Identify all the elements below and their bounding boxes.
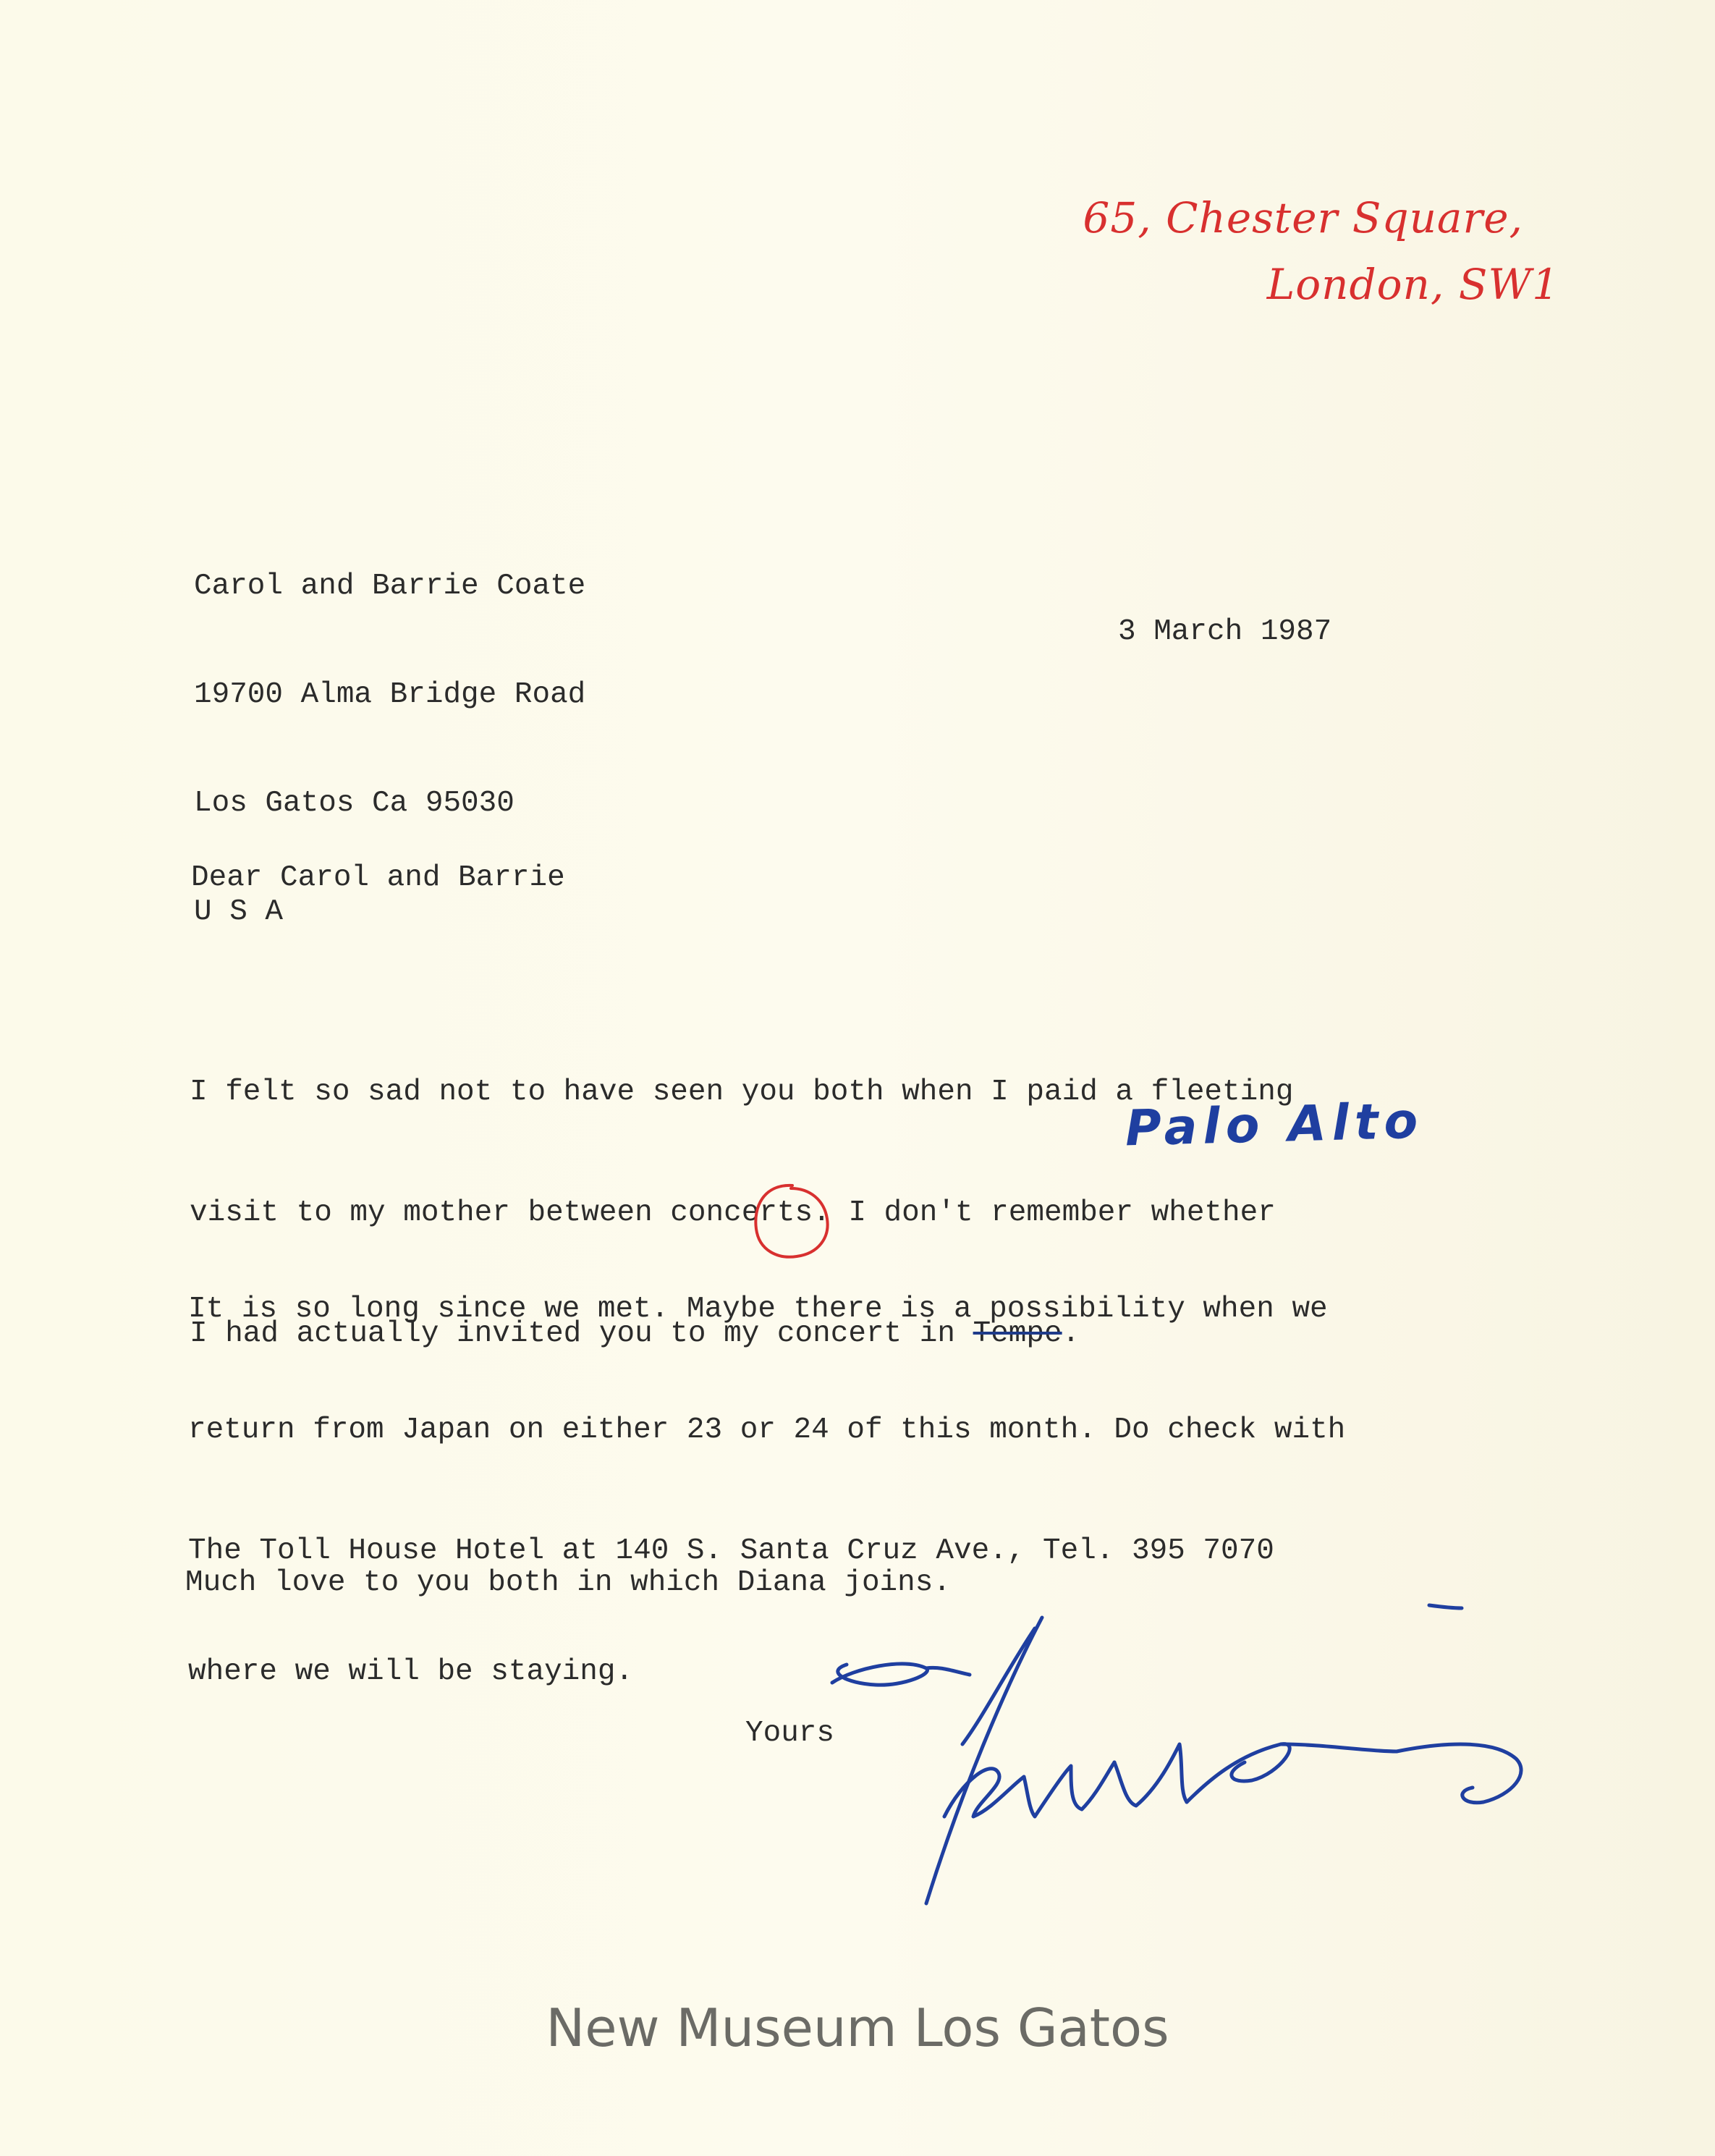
salutation: Dear Carol and Barrie — [191, 861, 565, 895]
paragraph-2-line-4: where we will be staying. — [188, 1655, 634, 1688]
circled-date: 23 — [686, 1413, 723, 1447]
recipient-street: 19700 Alma Bridge Road — [194, 678, 586, 711]
paragraph-2-line-2 — [188, 1403, 1345, 1458]
handwritten-correction: Palo Alto — [1125, 1092, 1425, 1158]
paragraph-1-line-3-prefix: I had actually invited you to my concert in — [190, 1317, 973, 1350]
letter-date: 3 March 1987 — [1118, 615, 1332, 648]
paragraph-2-line-1: It is so long since we met. Maybe there is a possibility when we — [188, 1293, 1328, 1326]
letterhead-line-1: 65, Chester Square, — [1083, 193, 1523, 242]
red-circle-mark — [749, 1178, 834, 1265]
handwritten-signature — [818, 1599, 1585, 1925]
museum-watermark: New Museum Los Gatos — [546, 1998, 1169, 2058]
recipient-address — [194, 496, 585, 1002]
paragraph-1-line-1: I felt so sad not to have seen you both when I paid a fleeting — [190, 1075, 1294, 1109]
paragraph-2-line-2-suffix: or 24 of this month. Do check with — [722, 1413, 1346, 1447]
recipient-city: Los Gatos Ca 95030 — [194, 787, 514, 820]
letterhead-line-2: London, SW1 — [1266, 260, 1559, 309]
valediction: Yours — [745, 1717, 835, 1750]
letterhead-address — [1083, 185, 1559, 318]
recipient-country: U S A — [194, 895, 284, 929]
paragraph-1-line-3-suffix: . — [1062, 1317, 1080, 1350]
paragraph-2-line-3: The Toll House Hotel at 140 S. Santa Cruz Ave., Tel. 395 7070 — [188, 1534, 1274, 1568]
struck-word: Tempe — [973, 1317, 1062, 1350]
closing-line-text: Much love to you both in which Diana joins. — [185, 1566, 951, 1599]
recipient-name: Carol and Barrie Coate — [194, 570, 586, 603]
paragraph-1-line-2: visit to my mother between concerts. I don't remember whether — [190, 1196, 1276, 1230]
paragraph-2-line-2-prefix: return from Japan on either — [188, 1413, 687, 1447]
